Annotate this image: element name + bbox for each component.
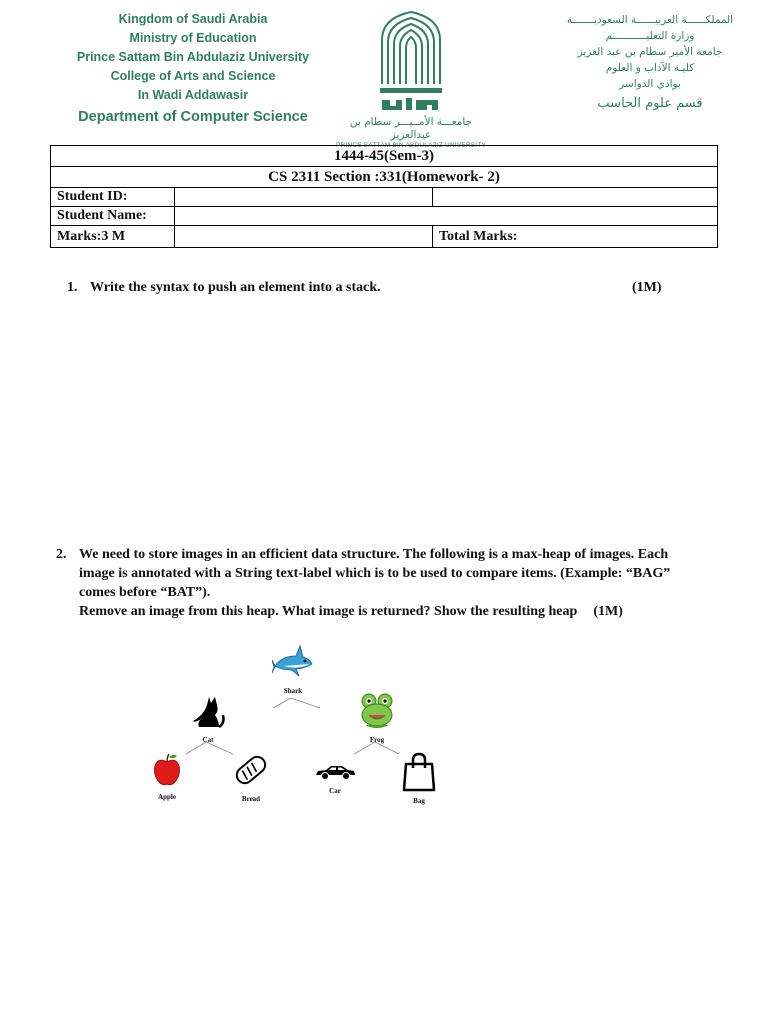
max-heap-diagram <box>140 636 460 808</box>
bread-icon <box>232 750 270 790</box>
question-2-marks: (1M) <box>593 604 623 619</box>
heap-node-bag-label: Bag <box>413 797 425 805</box>
question-1 <box>67 280 662 296</box>
heap-node-shark-label: Shark <box>283 687 303 695</box>
student-id-label: Student ID: <box>51 188 175 207</box>
university-logo <box>330 10 492 149</box>
logo-caption-english: PRINCE SATTAM BIN ABDULAZIZ UNIVERSITY <box>335 142 487 149</box>
heap-node-car-label: Car <box>329 787 341 795</box>
student-id-field[interactable] <box>175 188 433 207</box>
header-left-line-4: College of Arts and Science <box>110 69 276 83</box>
question-1-marks: (1M) <box>632 280 662 295</box>
header-right-line-4: كليـة الآداب و العلوم <box>605 62 695 74</box>
heap-node-bread <box>230 750 272 803</box>
header-left-block <box>60 10 326 125</box>
heap-node-cat <box>188 693 228 744</box>
header-right-block <box>545 12 755 111</box>
heap-node-apple-label: Apple <box>158 793 176 801</box>
header-right-department: قسم علوم الحاسب <box>597 96 703 111</box>
header-right-line-5: بوادي الدواسر <box>619 78 681 90</box>
cat-icon <box>189 693 227 731</box>
logo-caption-arabic: جامعـــة الأمــيـــر سطام بن عبدالعزيز <box>349 116 473 141</box>
header-left-department: Department of Computer Science <box>78 109 308 125</box>
question-2-text: We need to store images in an efficient data structure. The following is a max-heap of images. Each image is annotated with a String text-label which is to be used to compare items. (Example: “BAG” comes before “BAT”). <box>79 547 671 600</box>
student-name-label: Student Name: <box>51 207 175 226</box>
header-right-line-1: المملكــــــة العربيــــــة السعوديـــــــة <box>566 14 734 26</box>
car-icon <box>314 762 356 782</box>
question-2-instruction: Remove an image from this heap. What image is returned? Show the resulting heap <box>79 604 578 619</box>
student-name-field[interactable] <box>175 207 718 226</box>
heap-node-apple <box>148 752 186 801</box>
question-2 <box>56 545 696 621</box>
marks-field[interactable] <box>175 226 433 248</box>
marks-label: Marks:3 M <box>51 226 175 248</box>
header-left-line-5: In Wadi Addawasir <box>137 88 249 102</box>
student-id-extra-field[interactable] <box>433 188 718 207</box>
question-1-text: Write the syntax to push an element into a stack. <box>90 280 381 295</box>
frog-icon <box>359 693 395 731</box>
header-right-line-3: جامعة الأمير سطام بن عبد العزيز <box>577 46 723 58</box>
heap-node-frog-label: Frog <box>369 736 385 744</box>
question-2-number: 2. <box>56 547 67 562</box>
shark-icon <box>272 642 314 682</box>
question-1-number: 1. <box>67 280 78 295</box>
university-arch-logo-icon <box>376 10 446 114</box>
apple-icon <box>152 752 182 788</box>
header-right-line-2: وزارة التعليـــــــــــم <box>605 30 695 42</box>
bag-icon <box>401 752 437 792</box>
header-left-line-1: Kingdom of Saudi Arabia <box>118 12 268 26</box>
header-left-line-2: Ministry of Education <box>129 31 257 45</box>
heap-node-frog <box>356 693 398 744</box>
heap-node-car <box>313 762 357 795</box>
heap-node-cat-label: Cat <box>202 736 214 744</box>
heap-node-bag <box>398 752 440 805</box>
semester-cell: 1444-45(Sem-3) <box>51 146 718 167</box>
edge-shark-cat <box>273 698 291 708</box>
heap-node-shark <box>270 642 316 695</box>
total-marks-label: Total Marks: <box>433 226 718 248</box>
student-info-table <box>50 145 718 248</box>
edge-shark-frog <box>291 698 320 708</box>
header-left-line-3: Prince Sattam Bin Abdulaziz University <box>76 50 310 64</box>
heap-node-bread-label: Bread <box>241 795 261 803</box>
course-section-cell: CS 2311 Section :331(Homework- 2) <box>51 167 718 188</box>
